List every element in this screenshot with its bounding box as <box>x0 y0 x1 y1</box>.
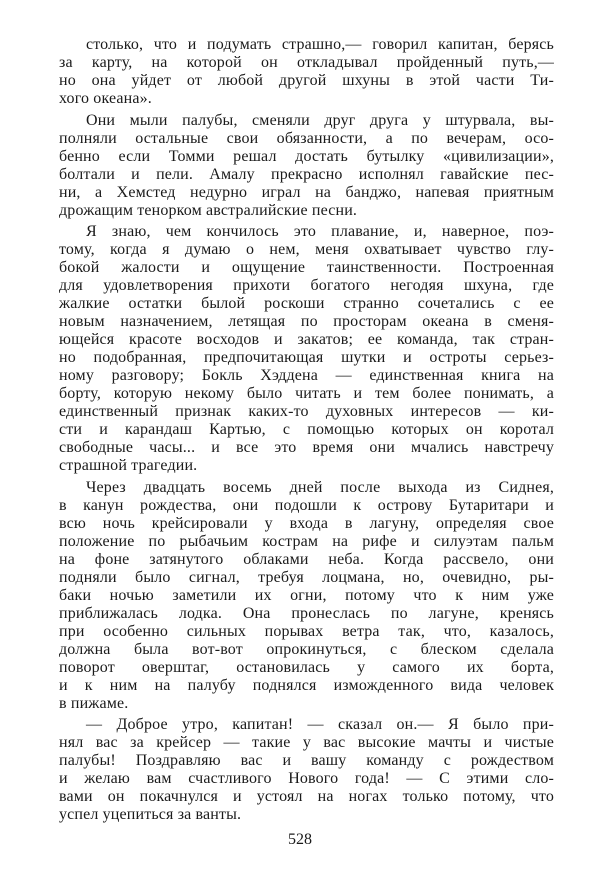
text-line: баки ночью заметили их огни, потому что к ним уже <box>59 586 554 604</box>
page-number: 528 <box>288 831 312 848</box>
paragraph <box>59 223 554 475</box>
text-line: в канун рождества, они подошли к острову Бутаритари и <box>59 496 554 514</box>
text-line: нял вас за крейсер — такие у вас высокие мачты и чистые <box>59 734 554 751</box>
text-line: болтали и пели. Амалу прекрасно исполнял гавайские пес- <box>59 165 554 183</box>
text-line: хого океана». <box>59 90 152 107</box>
paragraph <box>59 716 554 824</box>
text-line: сти и карандаш Картью, с помощью которых он коротал <box>59 421 554 438</box>
text-line: при особенно сильных порывах ветра так, что, казалось, <box>59 622 554 640</box>
text-line: страшной трагедии. <box>59 457 198 474</box>
text-line: дрожащим тенорком австралийские песни. <box>59 201 358 219</box>
text-line: приближалась лодка. Она пронеслась по лагуне, кренясь <box>59 604 554 622</box>
page-body-text <box>59 36 554 824</box>
paragraph <box>59 36 554 108</box>
paragraph <box>59 112 554 220</box>
text-line: подняли было сигнал, требуя лоцмана, но, очевидно, ры- <box>59 568 554 586</box>
text-line: и желаю вам счастливого Нового года! — С этими сло- <box>59 770 554 787</box>
text-line: бокой жалости и ощущение таинственности. Построенная <box>59 259 554 276</box>
text-line: поворот оверштаг, остановилась у самого их борта, <box>59 658 554 676</box>
text-line: ющейся красоте восходов и закатов; ее команда, так стран- <box>59 331 554 348</box>
text-line: вами он покачнулся и устоял на ногах только потому, что <box>59 788 554 805</box>
text-line: палубы! Поздравляю вас и вашу команду с рождеством <box>59 752 554 769</box>
text-line: свободные часы... и все это время они мчались навстречу <box>59 439 554 456</box>
paragraph <box>59 479 554 713</box>
text-line: Они мыли палубы, сменяли друг друга у штурвала, вы- <box>86 111 554 129</box>
text-line: для удовлетворения прихоти богатого негодяя шхуна, где <box>59 277 554 294</box>
text-line: бенно если Томми решал достать бутылку «цивилизации», <box>59 147 554 165</box>
text-line: Я знаю, чем кончилось это плавание, и, наверное, поэ- <box>86 223 554 240</box>
text-line: борту, которую некому было читать и тем более понимать, а <box>59 385 554 402</box>
text-line: должна была вот-вот опрокинуться, с блеском сделала <box>59 640 554 658</box>
text-line: но она уйдет от любой другой шхуны в этой части Ти- <box>59 72 554 89</box>
text-line: Через двадцать восемь дней после выхода из Сиднея, <box>86 478 554 496</box>
text-line: положение по рыбачьим кострам на рифе и силуэтам пальм <box>59 532 554 550</box>
text-line: полняли остальные свои обязанности, а по вечерам, осо- <box>59 129 554 147</box>
text-line: успел уцепиться за ванты. <box>59 806 242 823</box>
text-line: ному разговору; Бокль Хэддена — единственная книга на <box>59 367 554 384</box>
text-line: на фоне затянутого облаками неба. Когда рассвело, они <box>59 550 554 568</box>
text-line: единственный признак каких-то духовных интересов — ки- <box>59 403 554 420</box>
text-line: в пижаме. <box>59 694 129 712</box>
text-line: ни, а Хемстед недурно играл на банджо, напевая приятным <box>59 183 554 201</box>
text-line: жалкие остатки былой роскоши странно сочетались с ее <box>59 295 554 312</box>
text-line: за карту, на которой он откладывал пройденный путь,— <box>59 54 554 71</box>
text-line: всю ночь крейсировали у входа в лагуну, определяя свое <box>59 514 554 532</box>
text-line: столько, что и подумать страшно,— говорил капитан, берясь <box>86 36 554 53</box>
text-line: — Доброе утро, капитан! — сказал он.— Я было при- <box>86 716 554 733</box>
text-line: тому, когда я думаю о нем, меня охватывает чувство глу- <box>59 241 554 258</box>
text-line: новым назначением, летящая по просторам океана в сменя- <box>59 313 554 330</box>
text-line: и к ним на палубу поднялся изможденного вида человек <box>59 676 554 694</box>
text-line: но подобранная, предпочитающая шутки и остроты серьез- <box>59 349 554 366</box>
